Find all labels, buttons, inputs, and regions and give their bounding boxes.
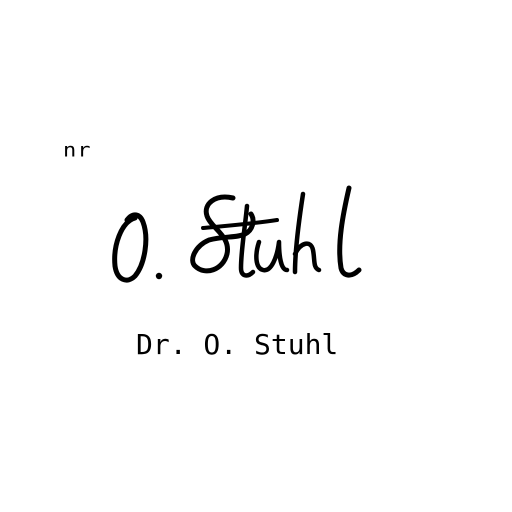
handwritten-signature: [105, 180, 405, 300]
typed-name-label: Dr. O. Stuhl: [136, 328, 339, 361]
cropped-text-fragment: nr: [63, 140, 92, 162]
